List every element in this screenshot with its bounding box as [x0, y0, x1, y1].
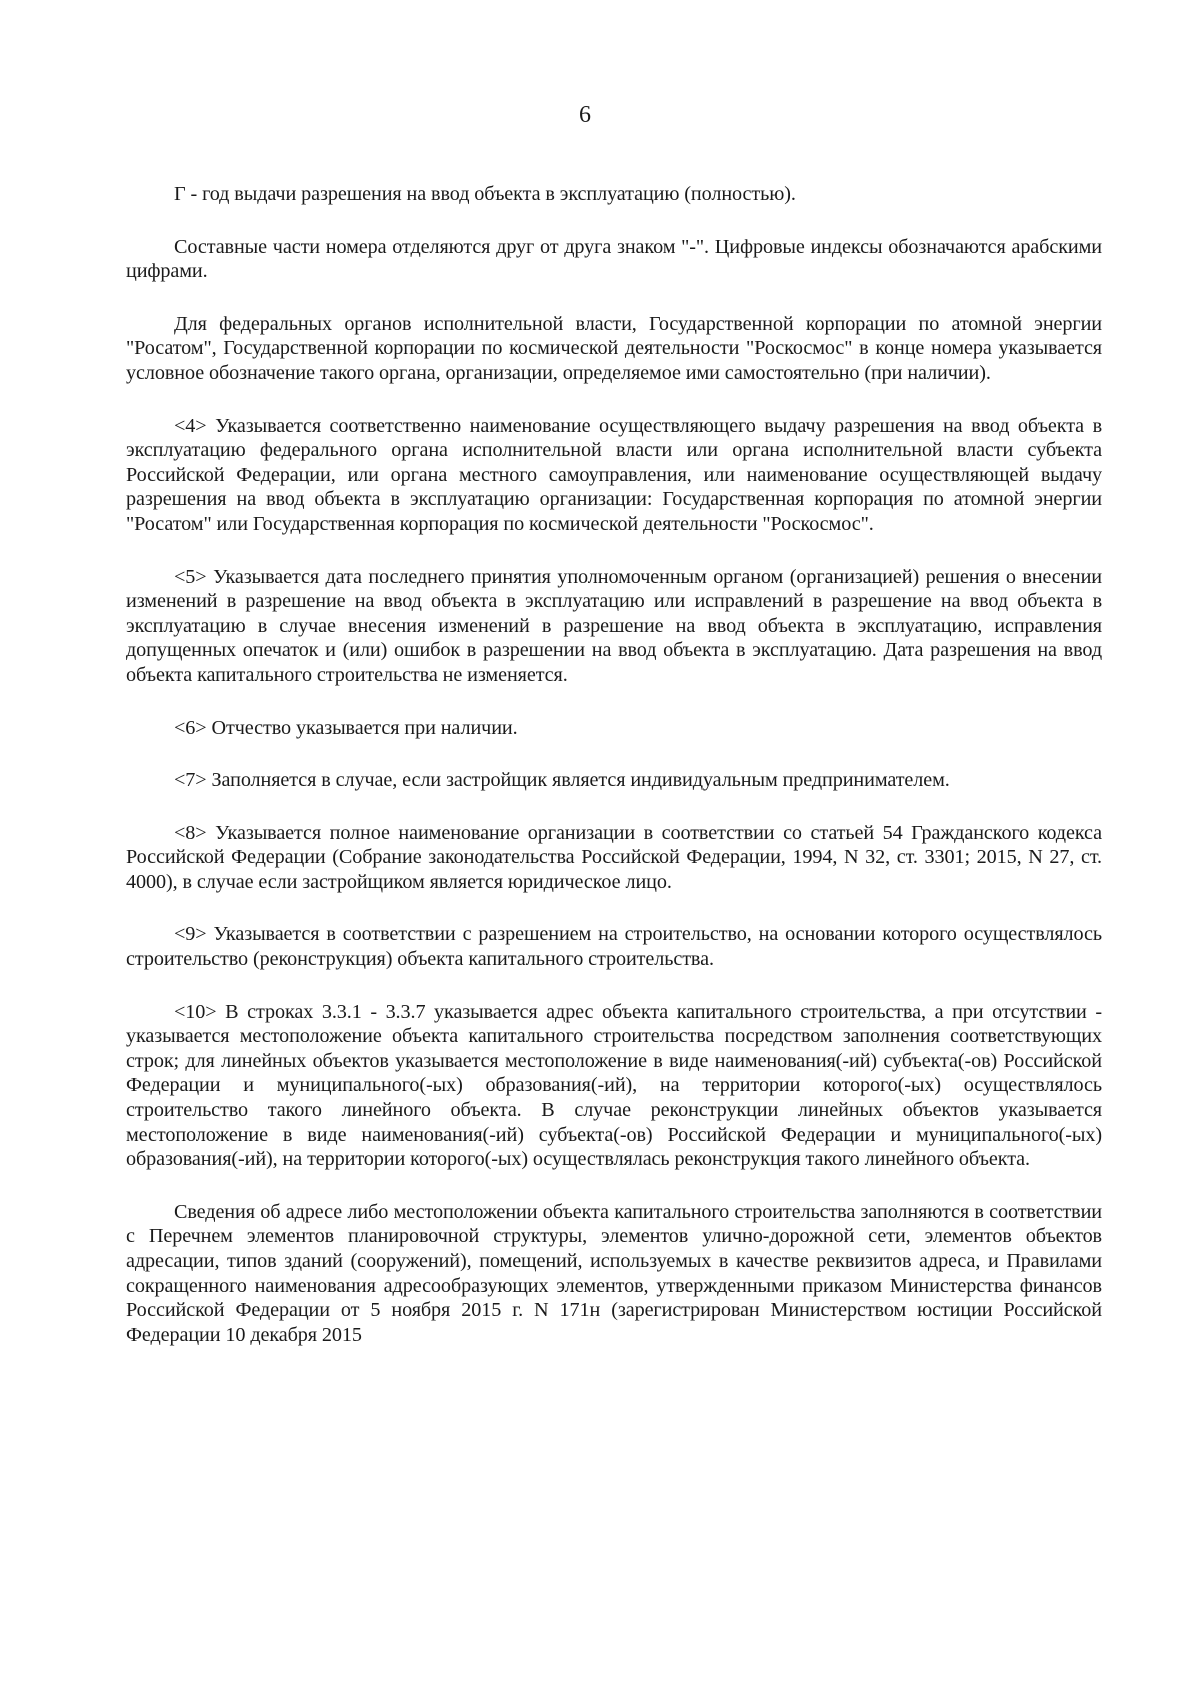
- page-number: 6: [579, 102, 591, 128]
- paragraph-number-parts: Составные части номера отделяются друг от друга знаком "-". Цифровые индексы обозначаются арабскими цифрами.: [126, 235, 1102, 283]
- paragraph-address-info: Сведения об адресе либо местоположении объекта капитального строительства заполняются в соответствии с Перечнем элементов планировочной структуры, элементов улично-дорожной сети, элементов объектов адресации, типов зданий (сооружений), помещений, используемых в качестве реквизитов адреса, и Правилами сокращенного наименования адресообразующих элементов, утвержденными приказом Министерства финансов Российской Федерации от 5 ноября 2015 г. N 171н (зарегистрирован Министерством юстиции Российской Федерации 10 декабря 2015: [126, 1200, 1102, 1346]
- footnote-8: <8> Указывается полное наименование организации в соответствии со статьей 54 Гражданского кодекса Российской Федерации (Собрание законодательства Российской Федерации, 1994, N 32, ст. 3301; 2015, N 27, ст. 4000), в случае если застройщиком является юридическое лицо.: [126, 821, 1102, 893]
- paragraph-year-definition: Г - год выдачи разрешения на ввод объекта в эксплуатацию (полностью).: [174, 183, 796, 205]
- footnote-4: <4> Указывается соответственно наименование осуществляющего выдачу разрешения на ввод объекта в эксплуатацию федерального органа исполнительной власти или органа исполнительной власти субъекта Российской Федерации, или органа местного самоуправления, или наименование осуществляющей выдачу разрешения на ввод объекта в эксплуатацию организации: Государственная корпорация по атомной энергии "Росатом" или Государственная корпорация по космической деятельности "Роскосмос".: [126, 414, 1102, 535]
- paragraph-federal-bodies: Для федеральных органов исполнительной власти, Государственной корпорации по атомной энергии "Росатом", Государственной корпорации по космической деятельности "Роскосмос" в конце номера указывается условное обозначение такого органа, организации, определяемое ими самостоятельно (при наличии).: [126, 312, 1102, 384]
- footnote-6: <6> Отчество указывается при наличии.: [174, 716, 518, 739]
- footnote-5: <5> Указывается дата последнего принятия уполномоченным органом (организацией) решения о внесении изменений в разрешение на ввод объекта в эксплуатацию или исправлений в разрешение на ввод объекта в эксплуатацию в случае внесения изменений в разрешение на ввод объекта в эксплуатацию, исправления допущенных опечаток и (или) ошибок в разрешении на ввод объекта в эксплуатацию. Дата разрешения на ввод объекта капитального строительства не изменяется.: [126, 565, 1102, 686]
- footnote-10: <10> В строках 3.3.1 - 3.3.7 указывается адрес объекта капитального строительства, а при отсутствии - указывается местоположение объекта капитального строительства посредством заполнения соответствующих строк; для линейных объектов указывается местоположение в виде наименования(-ий) субъекта(-ов) Российской Федерации и муниципального(-ых) образования(-ий), на территории которого(-ых) осуществлялось строительство такого линейного объекта. В случае реконструкции линейных объектов указывается местоположение в виде наименования(-ий) субъекта(-ов) Российской Федерации и муниципального(-ых) образования(-ий), на территории которого(-ых) осуществлялась реконструкция такого линейного объекта.: [126, 1000, 1102, 1171]
- footnote-9: <9> Указывается в соответствии с разрешением на строительство, на основании которого осуществлялось строительство (реконструкция) объекта капитального строительства.: [126, 923, 1102, 971]
- footnote-7: <7> Заполняется в случае, если застройщик является индивидуальным предпринимателем.: [174, 769, 950, 792]
- document-body: [126, 182, 1102, 1347]
